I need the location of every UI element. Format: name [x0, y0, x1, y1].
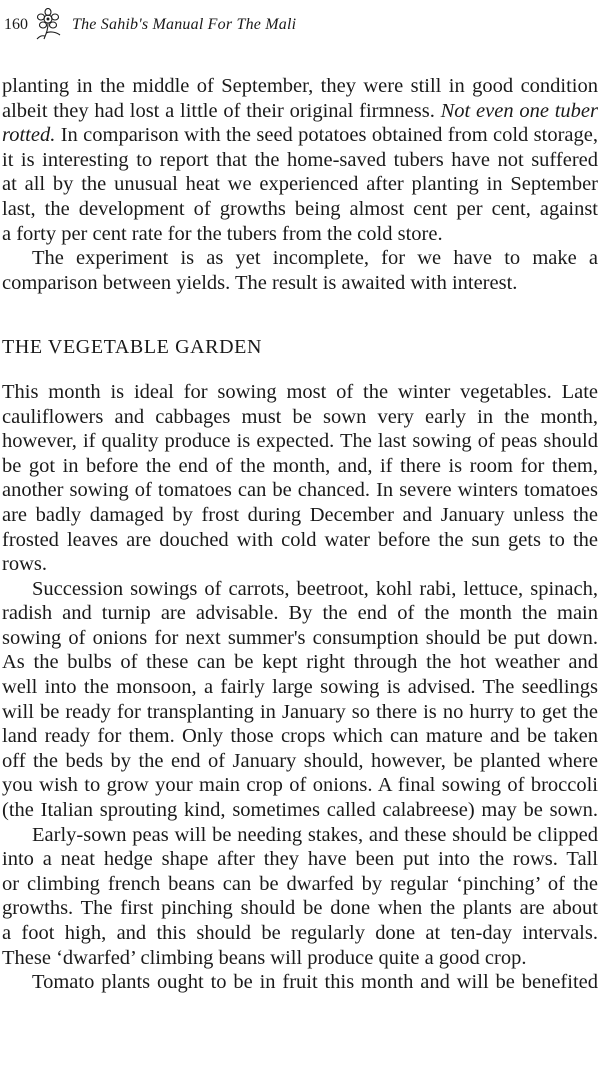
text-line: are badly damaged by frost during December and January unless the: [2, 503, 598, 526]
paragraph: [2, 246, 598, 295]
text-line: be got in before the end of the month, and, if there is room for them,: [2, 454, 598, 477]
italic-phrase: Not even one tuber: [440, 99, 598, 122]
text-line: This month is ideal for sowing most of the winter vegetables. Late: [2, 380, 598, 403]
text-line: another sowing of tomatoes can be chanced. In severe winters tomatoes: [2, 479, 598, 502]
text-line: comparison between yields. The result is awaited with interest.: [2, 271, 518, 294]
running-title: The Sahib's Manual For The Mali: [72, 16, 297, 33]
text-line: Tomato plants ought to be in fruit this month and will be benefited: [32, 971, 598, 994]
text-line: rotted. In comparison with the seed potatoes obtained from cold storage,: [2, 124, 598, 147]
text-line: a foot high, and this should be regularly done at ten-day intervals.: [2, 922, 598, 944]
text-line: it is interesting to report that the home-saved tubers have not suffered: [2, 148, 598, 171]
text-line: Succession sowings of carrots, beetroot, kohl rabi, lettuce, spinach,: [32, 577, 598, 600]
text-line: These ‘dwarfed’ climbing beans will produce quite a good crop.: [2, 946, 527, 969]
body-text: [2, 74, 598, 995]
section-heading: THE VEGETABLE GARDEN: [2, 336, 262, 359]
italic-phrase: rotted.: [2, 124, 56, 147]
paragraph: [2, 823, 598, 971]
text-line: The experiment is as yet incomplete, for we have to make a: [32, 247, 598, 270]
text-line: a forty per cent rate for the tubers from the cold store.: [2, 222, 443, 245]
text-line: or climbing french beans can be dwarfed by regular ‘pinching’ of the: [2, 872, 598, 895]
text-line: cauliflowers and cabbages must be sown very early in the month,: [2, 405, 598, 428]
text-line: sowing of onions for next summer's consumption should be put down.: [2, 626, 598, 649]
paragraph: [2, 577, 598, 823]
paragraph: [2, 380, 598, 577]
text-line: you wish to grow your main crop of onions. A final sowing of broccoli: [2, 774, 598, 797]
text-line: at all by the unusual heat we experienced after planting in September: [2, 173, 598, 196]
page-number: 160: [4, 16, 28, 33]
paragraph-continued: [2, 74, 598, 246]
text-line: growths. The first pinching should be done when the plants are about: [2, 897, 598, 920]
flower-ornament-icon: [34, 8, 64, 42]
text-line: (the Italian sprouting kind, sometimes called calabreese) may be sown.: [2, 799, 598, 822]
text-line: however, if quality produce is expected. The last sowing of peas should: [2, 430, 598, 453]
text-line: well into the monsoon, a fairly large sowing is advised. The seedlings: [2, 676, 598, 699]
text-line: radish and turnip are advisable. By the end of the month the main: [2, 602, 598, 625]
text-line: planting in the middle of September, they were still in good condition: [2, 75, 598, 97]
text-line: last, the development of growths being almost cent per cent, against: [2, 197, 598, 220]
text-line: rows.: [2, 553, 47, 576]
text-line: frosted leaves are douched with cold water before the sun gets to the: [2, 528, 598, 551]
text-line: land ready for them. Only those crops which can mature and be taken: [2, 725, 598, 748]
paragraph: [2, 970, 598, 995]
text-line: As the bulbs of these can be kept right through the hot weather and: [2, 651, 598, 674]
text-line: into a neat hedge shape after they have been put into the rows. Tall: [2, 848, 598, 871]
text-line: albeit they had lost a little of their original firmness. Not even one tuber: [2, 99, 598, 122]
page-header: [4, 8, 596, 42]
text-line: off the beds by the end of January should, however, be planted where: [2, 749, 598, 772]
text-line: will be ready for transplanting in January so there is no hurry to get the: [2, 700, 598, 723]
text-line: Early-sown peas will be needing stakes, and these should be clipped: [32, 823, 598, 846]
